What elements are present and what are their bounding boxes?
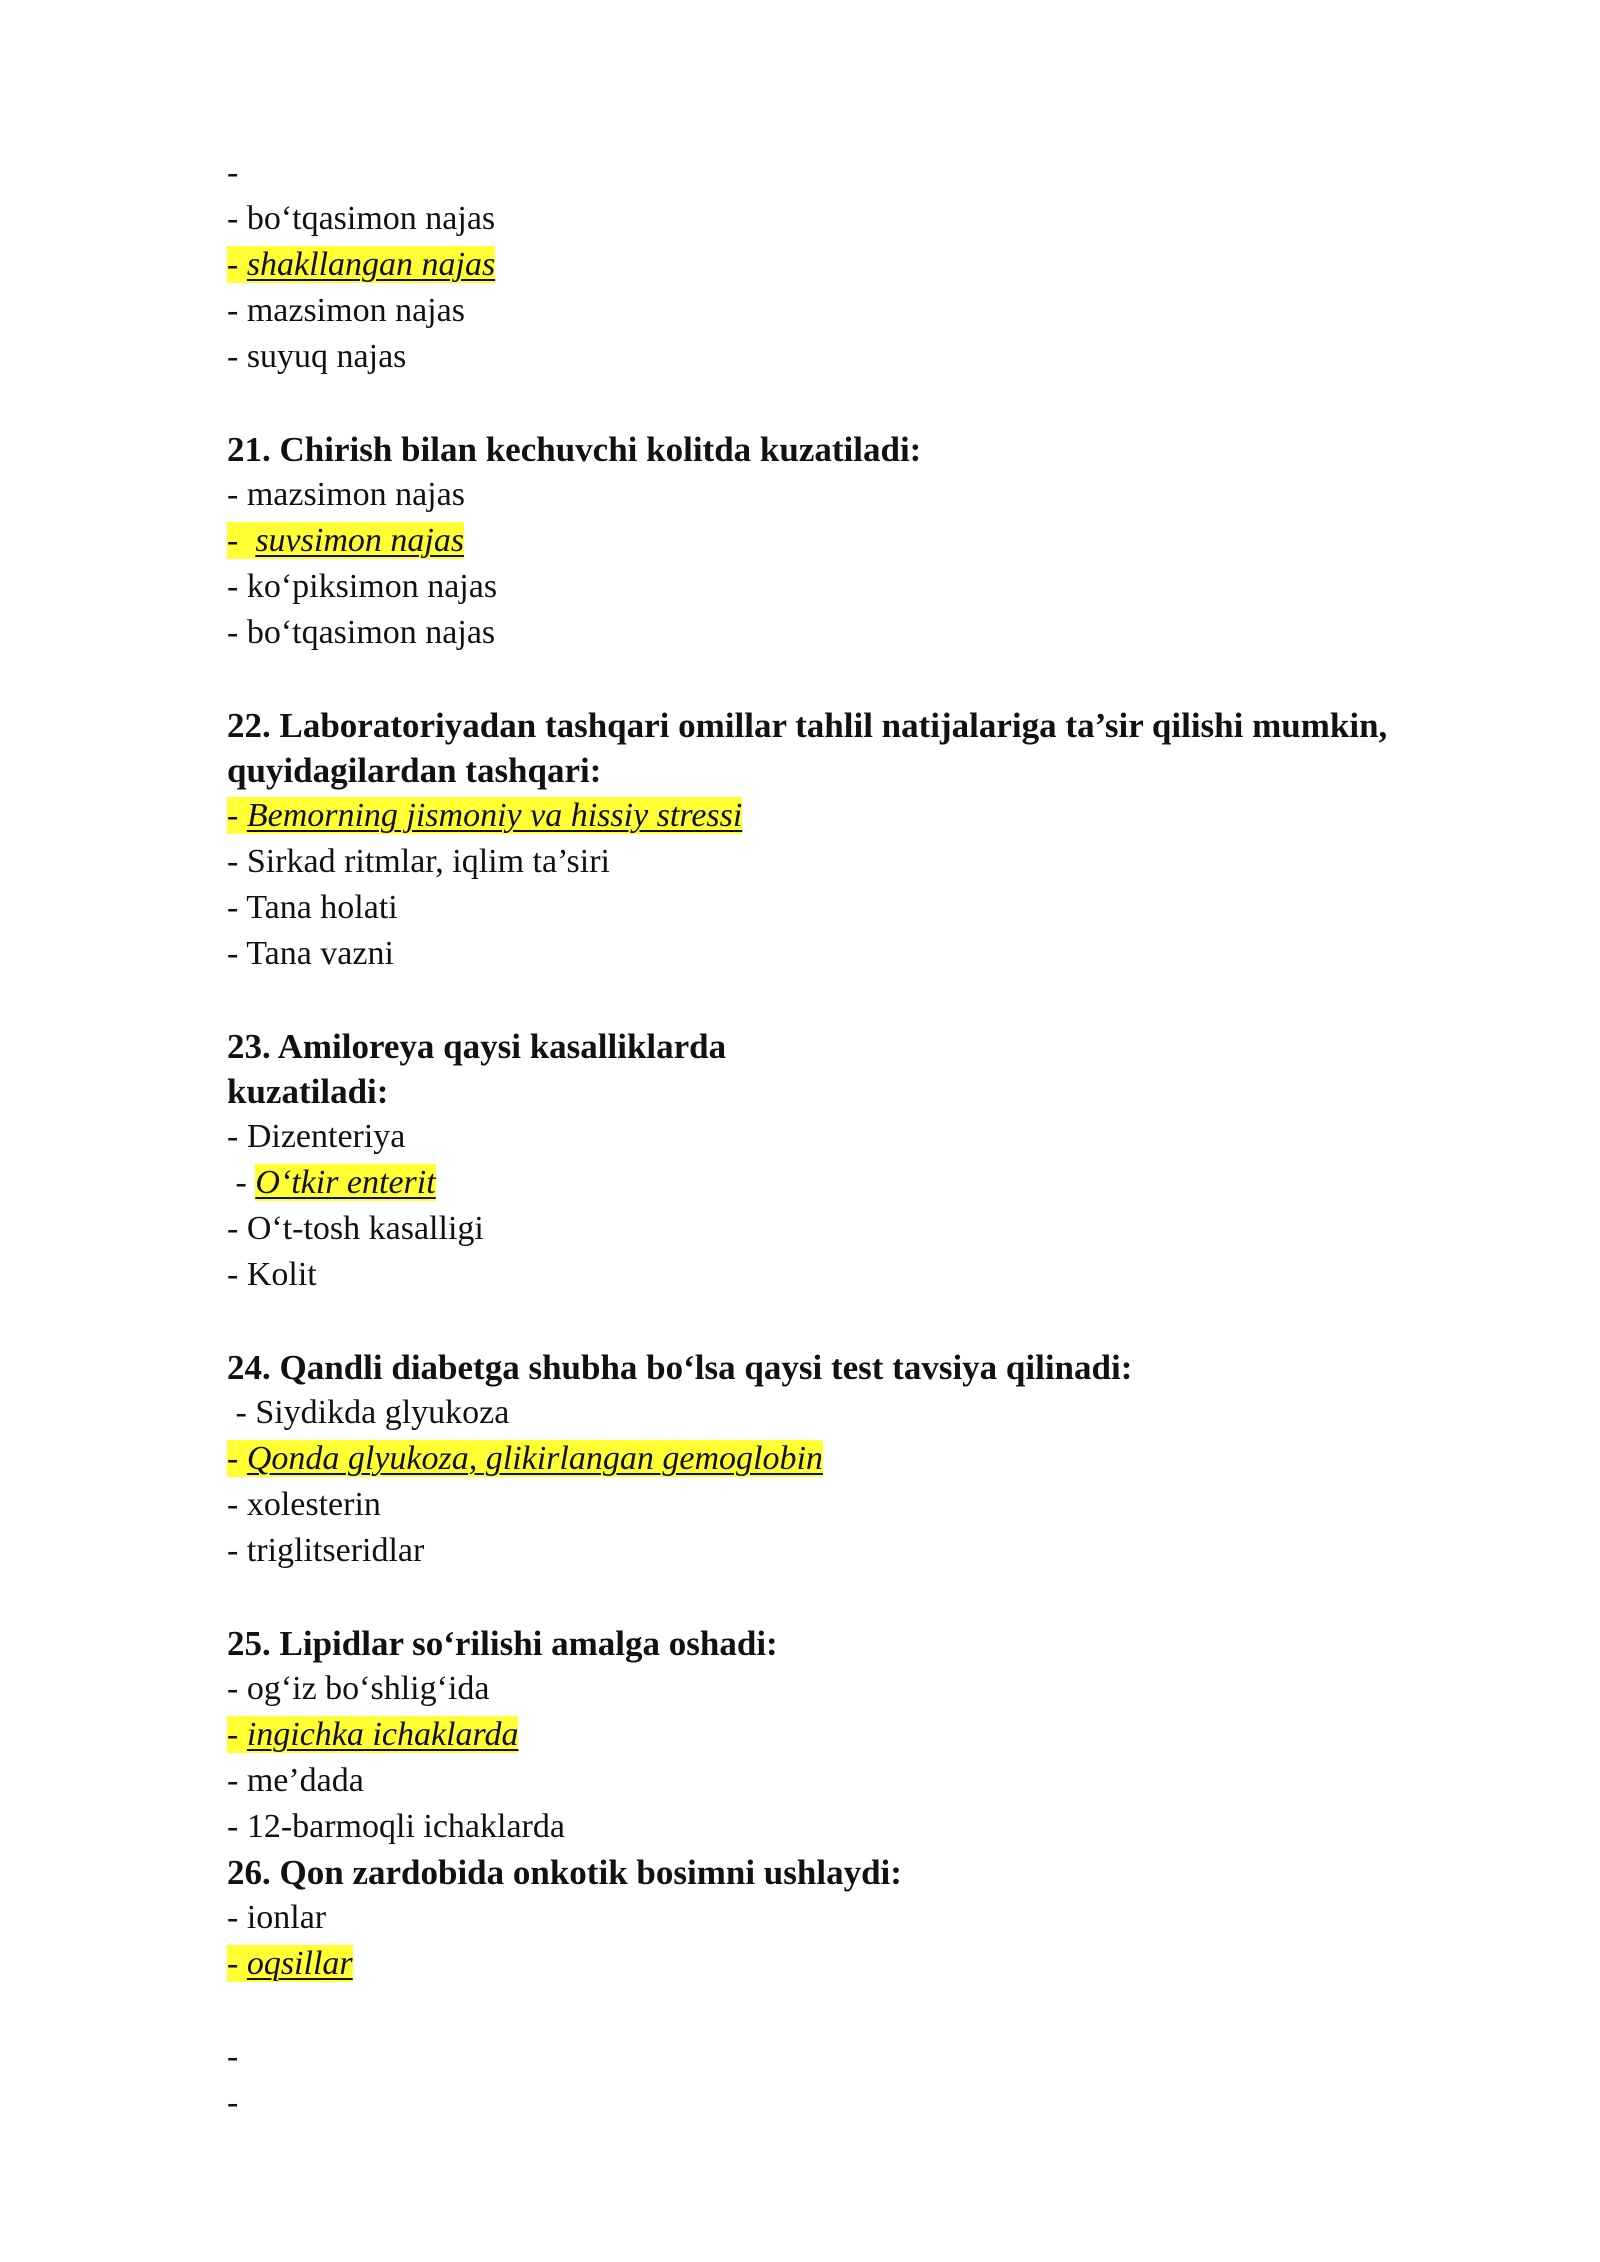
correct-option: - ingichka ichaklarda	[227, 1716, 519, 1753]
question-title: 22. Laboratoriyadan tashqari omillar tahlil natijalariga ta’sir qilishi mumkin,	[227, 706, 1388, 745]
option: - bo‘tqasimon najas	[227, 200, 496, 237]
option: - O‘t-tosh kasalligi	[227, 1210, 484, 1247]
option: - bo‘tqasimon najas	[227, 614, 496, 651]
option: - Siydikda glyukoza	[227, 1394, 510, 1431]
question-title-continued: kuzatiladi:	[227, 1072, 389, 1111]
question-title: 26. Qon zardobida onkotik bosimni ushlaydi:	[227, 1853, 902, 1892]
option: - mazsimon najas	[227, 476, 465, 513]
question-title: 21. Chirish bilan kechuvchi kolitda kuzatiladi:	[227, 430, 922, 469]
document-body	[227, 150, 1487, 2126]
correct-option: - O‘tkir enterit	[227, 1164, 436, 1201]
option: - og‘iz bo‘shlig‘ida	[227, 1670, 490, 1707]
option: - 12-barmoqli ichaklarda	[227, 1808, 565, 1845]
option-dash: -	[227, 154, 239, 191]
option: - suyuq najas	[227, 338, 407, 375]
question-title: 23. Amiloreya qaysi kasalliklarda	[227, 1027, 727, 1066]
option: - ko‘piksimon najas	[227, 568, 498, 605]
correct-option: - oqsillar	[227, 1945, 353, 1982]
correct-option: - shakllangan najas	[227, 246, 496, 283]
option: - Kolit	[227, 1256, 317, 1293]
option: - Tana holati	[227, 889, 398, 926]
option-dash: -	[227, 2038, 239, 2075]
correct-option: - suvsimon najas	[227, 522, 465, 559]
correct-option: - Bemorning jismoniy va hissiy stressi	[227, 797, 743, 834]
correct-option: - Qonda glyukoza, glikirlangan gemoglobin	[227, 1440, 823, 1477]
option-dash: -	[227, 2084, 239, 2121]
option: - xolesterin	[227, 1486, 381, 1523]
option: - triglitseridlar	[227, 1532, 425, 1569]
option: - ionlar	[227, 1899, 327, 1936]
option: - Tana vazni	[227, 935, 394, 972]
option: - mazsimon najas	[227, 292, 465, 329]
option: - Dizenteriya	[227, 1118, 406, 1155]
question-title-continued: quyidagilardan tashqari:	[227, 751, 602, 790]
question-title: 25. Lipidlar so‘rilishi amalga oshadi:	[227, 1624, 778, 1663]
question-title: 24. Qandli diabetga shubha bo‘lsa qaysi test tavsiya qilinadi:	[227, 1348, 1133, 1387]
option: - Sirkad ritmlar, iqlim ta’siri	[227, 843, 610, 880]
option: - me’dada	[227, 1762, 364, 1799]
